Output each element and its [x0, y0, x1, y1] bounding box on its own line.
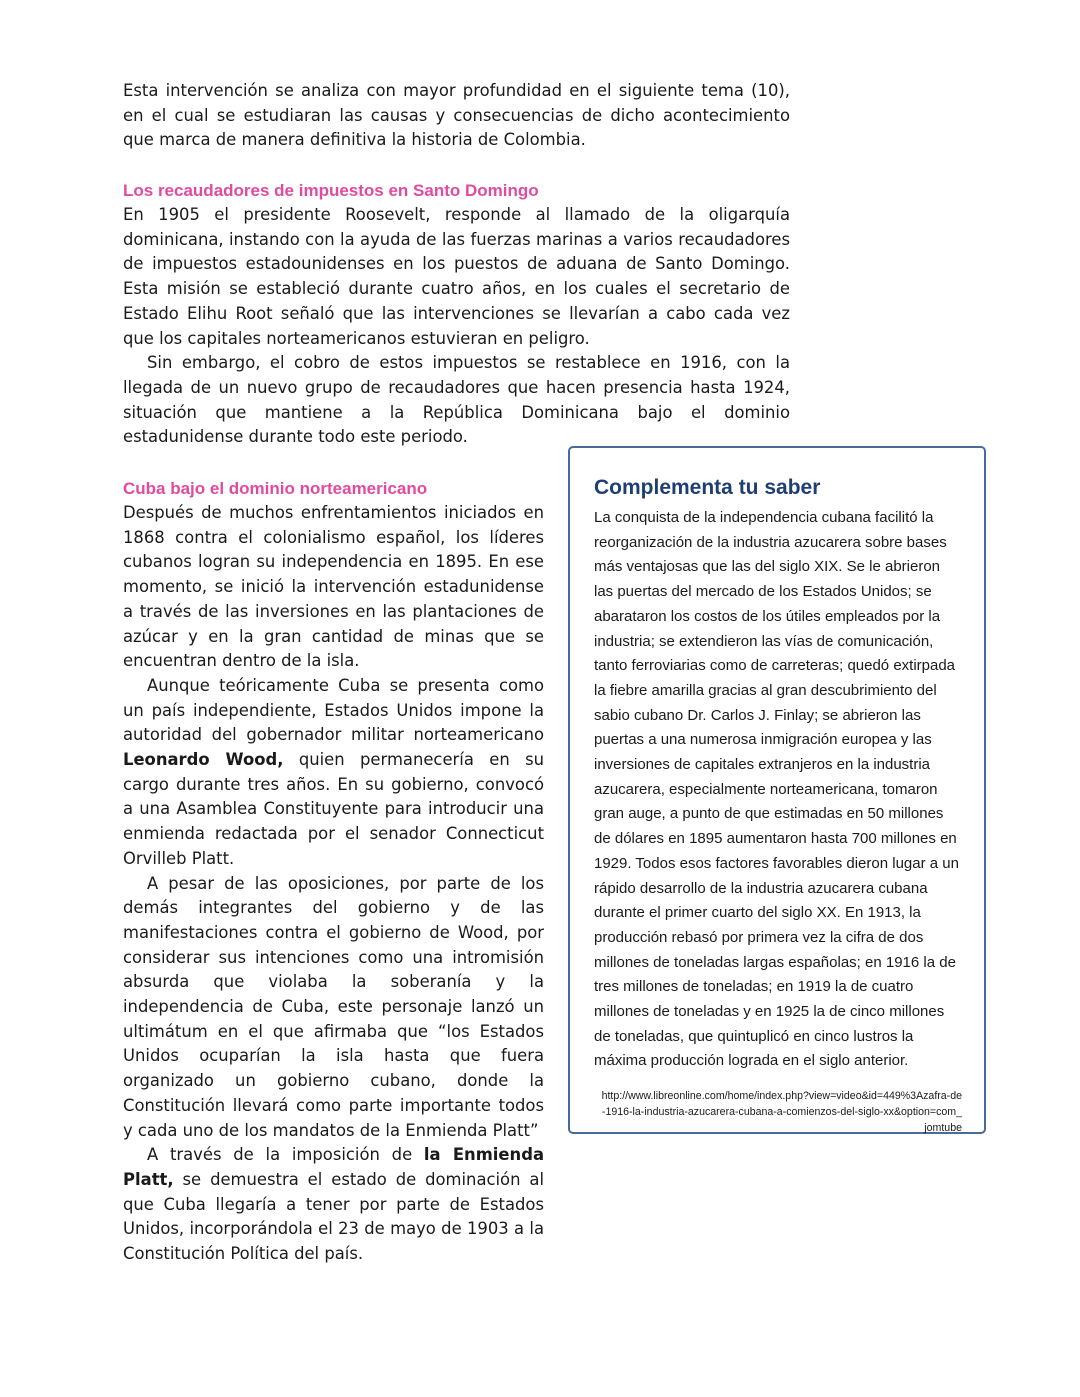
santo-domingo-paragraph-2: Sin embargo, el cobro de estos impuestos se restablece en 1916, con la llegada de un nuevo grupo de recaudadores que hacen presencia hasta 1924, situación que mantiene a la República Dominicana bajo el dominio estadunidense durante todo este periodo.	[123, 353, 790, 447]
leonardo-wood-bold: Leonardo Wood,	[123, 750, 284, 770]
cuba-paragraph-1: Después de muchos enfrentamientos iniciados en 1868 contra el colonialismo español, los líderes cubanos logran su independencia en 1895. En ese momento, se inició la intervención estadunidense a través de las inversiones en las plantaciones de azúcar y en la gran cantidad de minas que se encuentran dentro de la isla.	[123, 503, 544, 671]
santo-domingo-heading: Los recaudadores de impuestos en Santo Domingo	[123, 181, 539, 200]
cuba-p2-text-b: quien permanecería en su cargo durante tres años. En su gobierno, convocó a una Asamblea Constituyente para introducir una enmienda redactada por el senador Connecticut Orvilleb Platt.	[123, 750, 544, 868]
cuba-heading: Cuba bajo el dominio norteamericano	[123, 479, 428, 498]
intro-section	[123, 79, 790, 153]
santo-domingo-section	[123, 179, 790, 450]
intro-paragraph: Esta intervención se analiza con mayor profundidad en el siguiente tema (10), en el cual se estudiaran las causas y consecuencias de dicho acontecimiento que marca de manera definitiva la historia de Colombia.	[123, 81, 790, 150]
cuba-paragraph-2	[123, 674, 544, 872]
cuba-paragraph-4	[123, 1143, 544, 1267]
box-title: Complementa tu saber	[594, 476, 821, 499]
cuba-section	[123, 477, 544, 1267]
complementa-tu-saber-box	[568, 446, 986, 1134]
box-source-url: http://www.libreonline.com/home/index.php?view=video&id=449%3Azafra-de-1916-la-industria-azucarera-cubana-a-comienzos-del-siglo-xx&option=com_jomtube	[601, 1090, 962, 1135]
cuba-p4-text-b: se demuestra el estado de dominación al que Cuba llegaría a tener por parte de Estados Unidos, incorporándola el 23 de mayo de 1903 a la Constitución Política del país.	[123, 1169, 544, 1264]
cuba-p2-text-a: Aunque teóricamente Cuba se presenta como un país independiente, Estados Unidos impone la autoridad del gobernador militar norteamericano	[123, 675, 544, 745]
santo-domingo-paragraph-1: En 1905 el presidente Roosevelt, responde al llamado de la oligarquía dominicana, instando con la ayuda de las fuerzas marinas a varios recaudadores de impuestos estadounidenses en los puestos de aduana de Santo Domingo. Esta misión se estableció durante cuatro años, en los cuales el secretario de Estado Elihu Root señaló que las intervenciones se llevarían a cabo cada vez que los capitales norteamericanos estuvieran en peligro.	[123, 205, 790, 348]
cuba-paragraph-3: A pesar de las oposiciones, por parte de los demás integrantes del gobierno y de las manifestaciones contra el gobierno de Wood, por considerar sus intenciones como una intromisión absurda que violaba la soberanía y la independencia de Cuba, este personaje lanzó un ultimátum en el que afirmaba que “los Estados Unidos ocuparían la isla hasta que fuera organizado un gobierno cubano, donde la Constitución llevará como parte importante todos y cada uno de los mandatos de la Enmienda Platt”	[123, 873, 544, 1140]
enmienda-platt-bold: la Enmienda Platt,	[123, 1145, 544, 1189]
box-text: La conquista de la independencia cubana facilitó la reorganización de la industria azucarera sobre bases más ventajosas que las del siglo XIX. Se le abrieron las puertas del mercado de los Estados Unidos; se abarataron los costos de los útiles empleados por la industria; se extendieron las vías de comunicación, tanto ferroviarias como de carreteras; quedó extirpada la fiebre amarilla gracias al gran descubrimiento del sabio cubano Dr. Carlos J. Finlay; se abrieron las puertas a una numerosa inmigración europea y las inversiones de capitales extranjeros en la industria azucarera, especialmente norteamericana, tomaron gran auge, a punto de que estimadas en 50 millones de dólares en 1895 aumentaron hasta 700 millones en 1929. Todos esos factores favorables dieron lugar a un rápido desarrollo de la industria azucarera cubana durante el primer cuarto del siglo XX. En 1913, la producción rebasó por primera vez la cifra de dos millones de toneladas largas españolas; en 1916 la de tres millones de toneladas; en 1919 la de cuatro millones de toneladas y en 1925 la de cinco millones de toneladas, que quintuplicó en cinco lustros la máxima producción lograda en el siglo anterior.	[594, 509, 959, 1070]
cuba-p4-text-a: A través de la imposición de	[147, 1145, 424, 1165]
